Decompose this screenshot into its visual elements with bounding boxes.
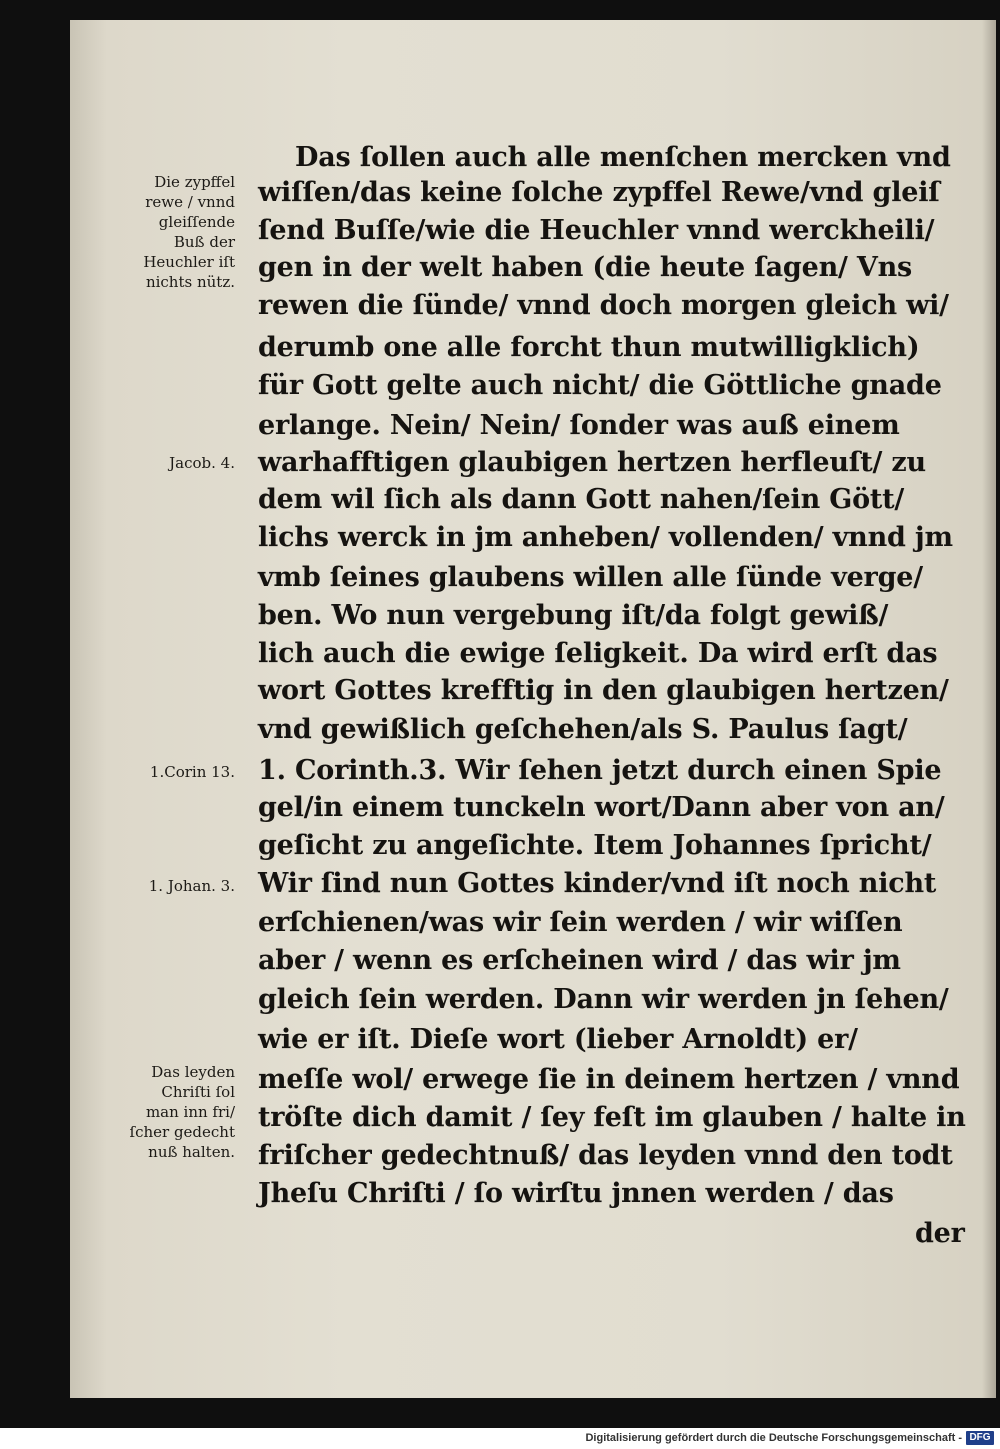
text-line: geſicht zu angeſichte. Item Johannes ſpricht/ <box>258 830 932 861</box>
text-line: aber / wenn es erſcheinen wird / das wir jm <box>258 945 901 976</box>
marginal-note-line: Chriſti ſol <box>161 1083 235 1101</box>
marginal-note-line: Heuchler iſt <box>143 253 235 271</box>
text-line: gel/in einem tunckeln wort/Dann aber von an/ <box>258 792 945 823</box>
marginal-note-line: ſcher gedecht <box>129 1123 235 1141</box>
marginal-note-line: gleiſſende <box>158 213 235 231</box>
catchword: der <box>915 1218 965 1249</box>
text-line: erſchienen/was wir ſein werden / wir wiſſen <box>258 907 903 938</box>
text-line: gleich ſein werden. Dann wir werden jn ſehen/ <box>258 984 949 1015</box>
text-line: lichs werck in jm anheben/ vollenden/ vnnd jm <box>258 522 953 553</box>
marginal-note <box>115 876 235 896</box>
marginal-note <box>115 1062 235 1162</box>
text-line: friſcher gedechtnuß/ das leyden vnnd den todt <box>258 1140 953 1171</box>
text-line: vnd gewißlich geſchehen/als S. Paulus ſagt/ <box>258 714 908 745</box>
footer-bar <box>0 1428 1000 1449</box>
marginal-note <box>115 453 235 473</box>
text-line: lich auch die ewige ſeligkeit. Da wird erſt das <box>258 638 938 669</box>
text-line: meſſe wol/ erwege ſie in deinem hertzen / vnnd <box>258 1064 960 1095</box>
book-page <box>70 20 996 1398</box>
marginal-note <box>115 172 235 292</box>
text-line: 1. Corinth.3. Wir ſehen jetzt durch einen Spie <box>258 755 942 786</box>
marginal-note-line: nichts nütz. <box>145 273 235 291</box>
text-line: ben. Wo nun vergebung iſt/da folgt gewiß/ <box>258 600 889 631</box>
marginal-note-line: nuß halten. <box>148 1143 235 1161</box>
marginal-note-line: 1.Corin 13. <box>149 763 235 781</box>
text-line: gen in der welt haben (die heute ſagen/ Vns <box>258 252 913 283</box>
text-line: wie er iſt. Dieſe wort (lieber Arnoldt) er/ <box>258 1024 858 1055</box>
text-line: Das ſollen auch alle menſchen mercken vnd <box>295 142 951 173</box>
marginal-note-line: Jacob. 4. <box>169 454 235 472</box>
text-line: Jheſu Chriſti / ſo wirſtu jnnen werden / das <box>258 1178 894 1209</box>
text-line: wiſſen/das keine ſolche zypffel Rewe/vnd gleiſ <box>258 177 940 208</box>
funding-notice: Digitalisierung gefördert durch die Deutsche Forschungsgemeinschaft - <box>585 1432 962 1444</box>
text-line: ſend Buſſe/wie die Heuchler vnnd werckheili/ <box>258 215 935 246</box>
marginal-note-line: rewe / vnnd <box>145 193 235 211</box>
marginal-note <box>115 762 235 782</box>
text-line: für Gott gelte auch nicht/ die Göttliche gnade <box>258 370 942 401</box>
marginal-note-line: Buß der <box>173 233 235 251</box>
dfg-logo: DFG <box>966 1431 994 1445</box>
text-line: rewen die ſünde/ vnnd doch morgen gleich wi/ <box>258 290 949 321</box>
text-line: dem wil ſich als dann Gott nahen/ſein Gött/ <box>258 484 905 515</box>
marginal-note-line: Die zypffel <box>154 173 235 191</box>
text-line: erlange. Nein/ Nein/ ſonder was auß einem <box>258 410 900 441</box>
marginal-note-line: Das leyden <box>151 1063 235 1081</box>
text-line: vmb ſeines glaubens willen alle ſünde verge/ <box>258 562 923 593</box>
text-line: Wir ſind nun Gottes kinder/vnd iſt noch nicht <box>258 868 937 899</box>
text-line: wort Gottes krefftig in den glaubigen hertzen/ <box>258 675 949 706</box>
text-line: warhafftigen glaubigen hertzen herfleuſt/ zu <box>258 447 926 478</box>
marginal-note-line: man inn fri/ <box>145 1103 235 1121</box>
text-line: derumb one alle forcht thun mutwilligklich) <box>258 332 920 363</box>
text-line: tröſte dich damit / ſey feſt im glauben / halte in <box>258 1102 966 1133</box>
marginal-note-line: 1. Johan. 3. <box>148 877 235 895</box>
